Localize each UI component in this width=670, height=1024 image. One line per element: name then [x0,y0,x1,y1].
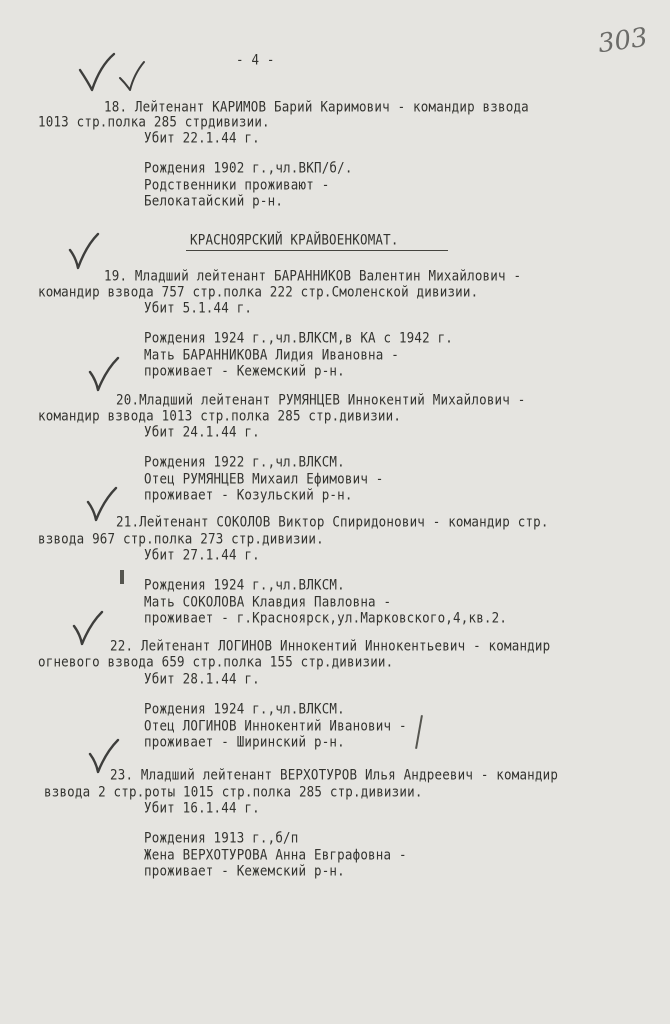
record-19-residence: проживает - Кежемский р-н. [144,361,345,379]
record-23-line-1: 23. Младший лейтенант ВЕРХОТУРОВ Илья Андреевич - командир [110,765,559,783]
record-20-line-1: 20.Младший лейтенант РУМЯНЦЕВ Иннокентий Михайлович - [116,390,526,408]
record-19-line-1: 19. Младший лейтенант БАРАННИКОВ Валентин Михайлович - [104,266,522,284]
record-22-father: Отец ЛОГИНОВ Иннокентий Иванович - [144,716,407,734]
record-20-father: Отец РУМЯНЦЕВ Михаил Ефимович - [144,469,384,487]
record-23-line-2: взвода 2 стр.роты 1015 стр.полка 285 стр.дивизии. [44,782,423,800]
record-21-line-2: взвода 967 стр.полка 273 стр.дивизии. [38,529,324,547]
check-mark-icon [74,52,154,102]
section-title-underline [186,250,448,251]
record-23-birth: Рождения 1913 г.,б/п [144,828,299,846]
record-21-birth: Рождения 1924 г.,чл.ВЛКСМ. [144,575,345,593]
record-18-line-1: 18. Лейтенант КАРИМОВ Барий Каримович - командир взвода [104,97,529,115]
record-22-line-2: огневого взвода 659 стр.полка 155 стр.дивизии. [38,652,394,670]
record-20-birth: Рождения 1922 г.,чл.ВЛКСМ. [144,452,345,470]
record-23-killed: Убит 16.1.44 г. [144,798,260,816]
check-mark-icon [70,610,110,650]
page-number: - 4 - [236,50,275,68]
record-18-district: Белокатайский р-н. [144,191,284,209]
record-20-killed: Убит 24.1.44 г. [144,422,260,440]
record-20-residence: проживает - Козульский р-н. [144,485,353,503]
record-21-mother: Мать СОКОЛОВА Клавдия Павловна - [144,592,392,610]
record-18-relatives: Родственники проживают - [144,175,330,193]
record-18-birth: Рождения 1902 г.,чл.ВКП/б/. [144,158,353,176]
record-18-line-2: 1013 стр.полка 285 стрдивизии. [38,112,270,130]
record-19-line-2: командир взвода 757 стр.полка 222 стр.Смоленской дивизии. [38,282,479,300]
section-title: КРАСНОЯРСКИЙ КРАЙВОЕНКОМАТ. [190,230,399,248]
record-23-residence: проживает - Кежемский р-н. [144,861,345,879]
archive-page-number: 303 [596,22,650,60]
record-22-killed: Убит 28.1.44 г. [144,669,260,687]
record-20-line-2: командир взвода 1013 стр.полка 285 стр.дивизии. [38,406,402,424]
record-22-line-1: 22. Лейтенант ЛОГИНОВ Иннокентий Иннокентьевич - командир [110,636,551,654]
record-18-killed: Убит 22.1.44 г. [144,128,260,146]
pencil-stroke-mark [415,715,423,749]
record-19-birth: Рождения 1924 г.,чл.ВЛКСМ,в КА с 1942 г. [144,328,454,346]
record-23-wife: Жена ВЕРХОТУРОВА Анна Евграфовна - [144,845,407,863]
record-19-killed: Убит 5.1.44 г. [144,298,253,316]
record-19-mother: Мать БАРАННИКОВА Лидия Ивановна - [144,345,399,363]
record-21-residence: проживает - г.Красноярск,ул.Марковского,4,кв.2. [144,608,508,626]
record-21-line-1: 21.Лейтенант СОКОЛОВ Виктор Спиридонович - командир стр. [116,512,549,530]
record-22-birth: Рождения 1924 г.,чл.ВЛКСМ. [144,699,345,717]
record-21-killed: Убит 27.1.44 г. [144,545,260,563]
check-mark-icon [66,232,106,272]
margin-tick-mark [120,570,124,584]
record-22-residence: проживает - Ширинский р-н. [144,732,345,750]
